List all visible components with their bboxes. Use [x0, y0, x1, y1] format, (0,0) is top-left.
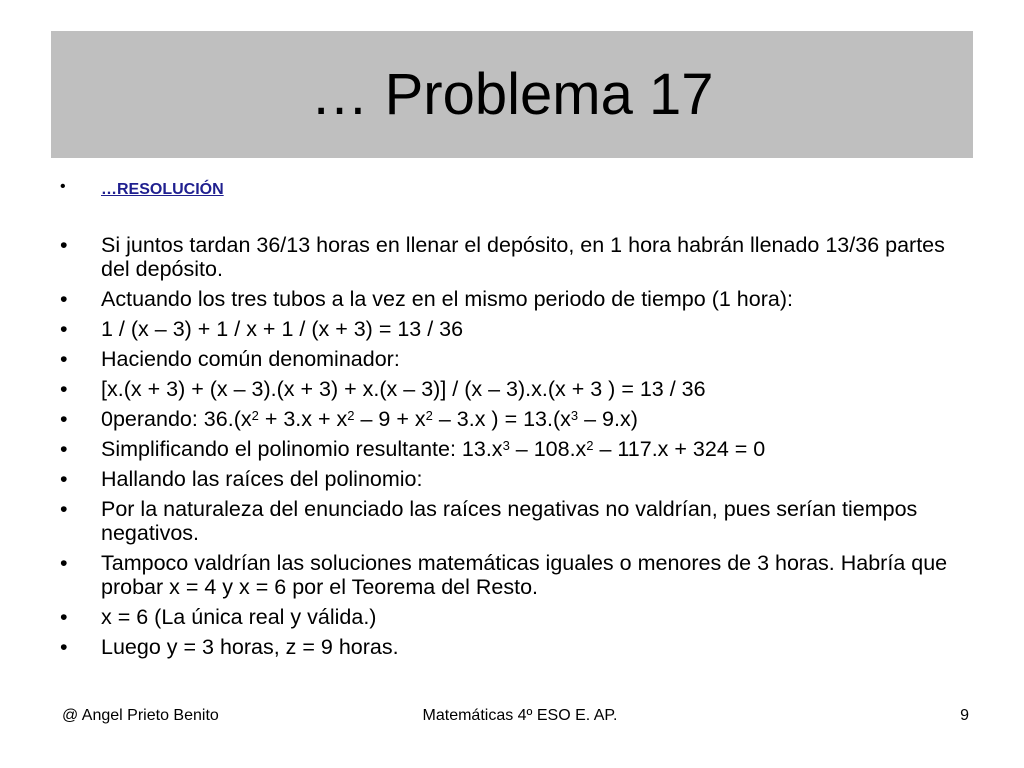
bullet-dot: •: [60, 467, 68, 491]
text-run: Tampoco valdrían las soluciones matemáticas iguales o menores de 3 horas. Habría que probar x = 4 y x = 6 por el Teorema del Resto.: [101, 551, 948, 599]
bullet-dot: •: [60, 287, 68, 311]
bullet-item: [60, 551, 970, 599]
bullet-item: [60, 407, 970, 431]
text-run: Si juntos tardan 36/13 horas en llenar el depósito, en 1 hora habrán llenado 13/36 partes del depósito.: [101, 233, 945, 281]
bullet-text: [101, 467, 422, 491]
bullet-item: [60, 377, 970, 401]
bullet-dot: •: [60, 437, 68, 461]
text-run: Luego y = 3 horas, z = 9 horas.: [101, 635, 399, 659]
text-run: – 108.x: [509, 437, 587, 461]
heading-text: …RESOLUCIÓN: [101, 181, 224, 198]
footer-page-number: 9: [960, 707, 969, 724]
bullet-dot: •: [60, 377, 68, 401]
bullet-dot: •: [60, 317, 68, 341]
bullet-item: [60, 497, 970, 545]
text-run: – 9.x): [578, 407, 638, 431]
bullet-item: [60, 605, 970, 629]
exponent: 2: [347, 408, 355, 423]
slide-title: … Problema 17: [310, 62, 714, 127]
exponent: 2: [425, 408, 433, 423]
exponent: 3: [502, 438, 510, 453]
text-run: x = 6 (La única real y válida.): [101, 605, 377, 629]
bullet-text: [101, 233, 945, 281]
text-run: – 117.x + 324 = 0: [593, 437, 766, 461]
bullet-dot: •: [60, 605, 68, 629]
text-run: Simplificando el polinomio resultante: 13.x: [101, 437, 503, 461]
text-run: Hallando las raíces del polinomio:: [101, 467, 423, 491]
text-run: 1 / (x – 3) + 1 / x + 1 / (x + 3) = 13 / 36: [101, 317, 464, 341]
bullet-text: [101, 605, 376, 629]
bullet-item: [60, 635, 970, 659]
text-run: 0perando: 36.(x: [101, 407, 252, 431]
footer-author: @ Angel Prieto Benito: [62, 707, 219, 724]
exponent: 2: [586, 438, 594, 453]
bullet-text: [101, 347, 400, 371]
text-run: – 3.x ) = 13.(x: [432, 407, 571, 431]
bullet-dot: •: [60, 347, 68, 371]
bullet-dot: •: [60, 551, 68, 575]
text-run: Actuando los tres tubos a la vez en el mismo periodo de tiempo (1 hora):: [101, 287, 793, 311]
bullet-item: [60, 317, 970, 341]
text-run: [x.(x + 3) + (x – 3).(x + 3) + x.(x – 3)] / (x – 3).x.(x + 3 ) = 13 / 36: [101, 377, 706, 401]
text-run: Por la naturaleza del enunciado las raíces negativas no valdrían, pues serían tiempos negativos.: [101, 497, 918, 545]
resolution-heading: [60, 172, 970, 205]
bullet-dot: •: [60, 407, 68, 431]
text-run: + 3.x + x: [258, 407, 348, 431]
bullet-text: [101, 287, 793, 311]
bullet-item: [60, 437, 970, 461]
footer-course: Matemáticas 4º ESO E. AP.: [422, 707, 618, 724]
bullet-text: [101, 437, 765, 461]
bullet-dot: •: [60, 178, 66, 195]
bullet-item: [60, 287, 970, 311]
bullet-list: [60, 172, 970, 665]
bullet-dot: •: [60, 497, 68, 521]
exponent: 2: [251, 408, 259, 423]
title-bar: [51, 31, 973, 158]
exponent: 3: [570, 408, 579, 423]
bullet-dot: •: [60, 233, 68, 257]
bullet-text: [101, 497, 917, 545]
text-run: – 9 + x: [354, 407, 426, 431]
bullet-item: [60, 233, 970, 281]
bullet-text: [101, 551, 947, 599]
bullet-text: [101, 317, 463, 341]
bullet-item: [60, 347, 970, 371]
bullet-dot: •: [60, 635, 68, 659]
bullet-item: [60, 467, 970, 491]
text-run: Haciendo común denominador:: [101, 347, 400, 371]
bullet-text: [101, 407, 638, 431]
bullet-text: [101, 377, 706, 401]
bullet-text: [101, 635, 399, 659]
